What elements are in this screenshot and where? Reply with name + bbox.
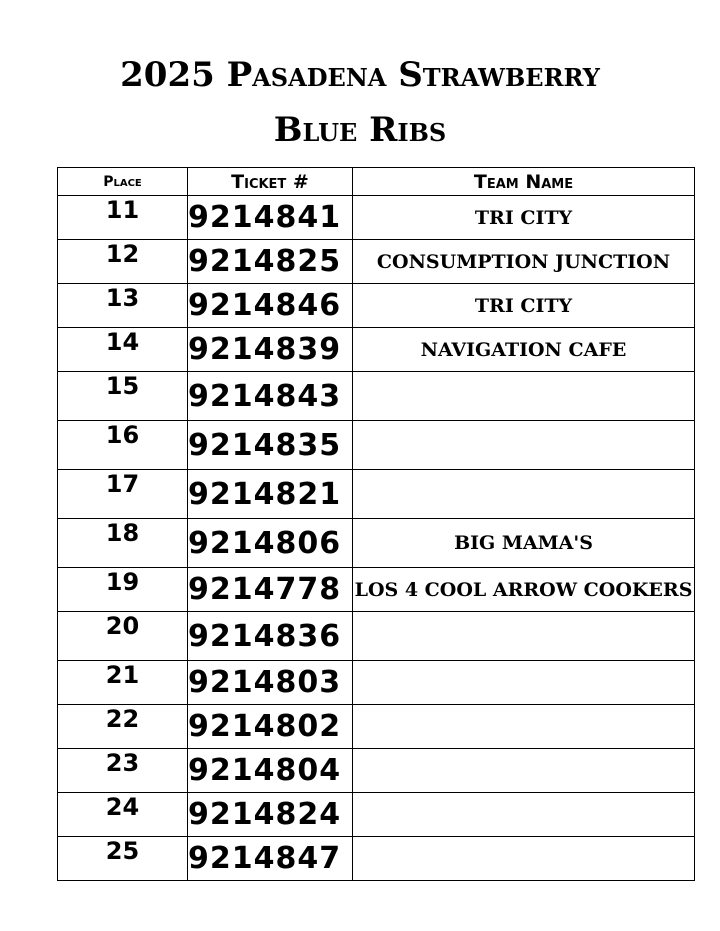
- ticket-cell: 9214839: [188, 328, 353, 372]
- table-row: [58, 372, 695, 421]
- table-row: [58, 421, 695, 470]
- table-row: [58, 661, 695, 705]
- team-cell: LOS 4 COOL ARROW COOKERS: [353, 568, 695, 612]
- place-cell: 23: [58, 749, 188, 793]
- table-row: [58, 793, 695, 837]
- table-body: [58, 196, 695, 881]
- ticket-cell: 9214803: [188, 661, 353, 705]
- ticket-cell: 9214825: [188, 240, 353, 284]
- team-cell: [353, 421, 695, 470]
- table-row: [58, 284, 695, 328]
- ticket-cell: 9214843: [188, 372, 353, 421]
- table-header: [58, 168, 695, 196]
- table-row: [58, 196, 695, 240]
- table-row: [58, 240, 695, 284]
- ticket-cell: 9214847: [188, 837, 353, 881]
- place-cell: 21: [58, 661, 188, 705]
- ticket-cell: 9214821: [188, 470, 353, 519]
- ticket-cell: 9214804: [188, 749, 353, 793]
- team-cell: BIG MAMA'S: [353, 519, 695, 568]
- table-row: [58, 519, 695, 568]
- team-cell: [353, 705, 695, 749]
- ticket-cell: 9214835: [188, 421, 353, 470]
- team-cell: [353, 470, 695, 519]
- table-row: [58, 612, 695, 661]
- ticket-cell: 9214802: [188, 705, 353, 749]
- ticket-cell: 9214836: [188, 612, 353, 661]
- place-cell: 12: [58, 240, 188, 284]
- table-row: [58, 837, 695, 881]
- place-cell: 11: [58, 196, 188, 240]
- ticket-cell: 9214841: [188, 196, 353, 240]
- place-cell: 24: [58, 793, 188, 837]
- page-title: 2025 Pasadena Strawberry: [120, 55, 600, 95]
- place-cell: 19: [58, 568, 188, 612]
- team-cell: [353, 612, 695, 661]
- header-place: Place: [58, 168, 188, 196]
- header-ticket: Ticket #: [188, 168, 353, 196]
- team-cell: [353, 793, 695, 837]
- place-cell: 20: [58, 612, 188, 661]
- team-cell: CONSUMPTION JUNCTION: [353, 240, 695, 284]
- table-row: [58, 328, 695, 372]
- place-cell: 13: [58, 284, 188, 328]
- team-cell: TRI CITY: [353, 284, 695, 328]
- header-row: [58, 168, 695, 196]
- team-cell: NAVIGATION CAFE: [353, 328, 695, 372]
- ticket-cell: 9214806: [188, 519, 353, 568]
- team-cell: [353, 749, 695, 793]
- table-row: [58, 470, 695, 519]
- ticket-cell: 9214778: [188, 568, 353, 612]
- place-cell: 14: [58, 328, 188, 372]
- place-cell: 16: [58, 421, 188, 470]
- table-row: [58, 568, 695, 612]
- table-row: [58, 705, 695, 749]
- place-cell: 22: [58, 705, 188, 749]
- team-cell: [353, 372, 695, 421]
- page-subtitle: Blue Ribs: [273, 110, 447, 150]
- place-cell: 25: [58, 837, 188, 881]
- table-row: [58, 749, 695, 793]
- team-cell: [353, 837, 695, 881]
- place-cell: 15: [58, 372, 188, 421]
- results-table: [57, 167, 695, 881]
- team-cell: TRI CITY: [353, 196, 695, 240]
- place-cell: 18: [58, 519, 188, 568]
- team-cell: [353, 661, 695, 705]
- header-team: Team Name: [353, 168, 695, 196]
- place-cell: 17: [58, 470, 188, 519]
- ticket-cell: 9214846: [188, 284, 353, 328]
- ticket-cell: 9214824: [188, 793, 353, 837]
